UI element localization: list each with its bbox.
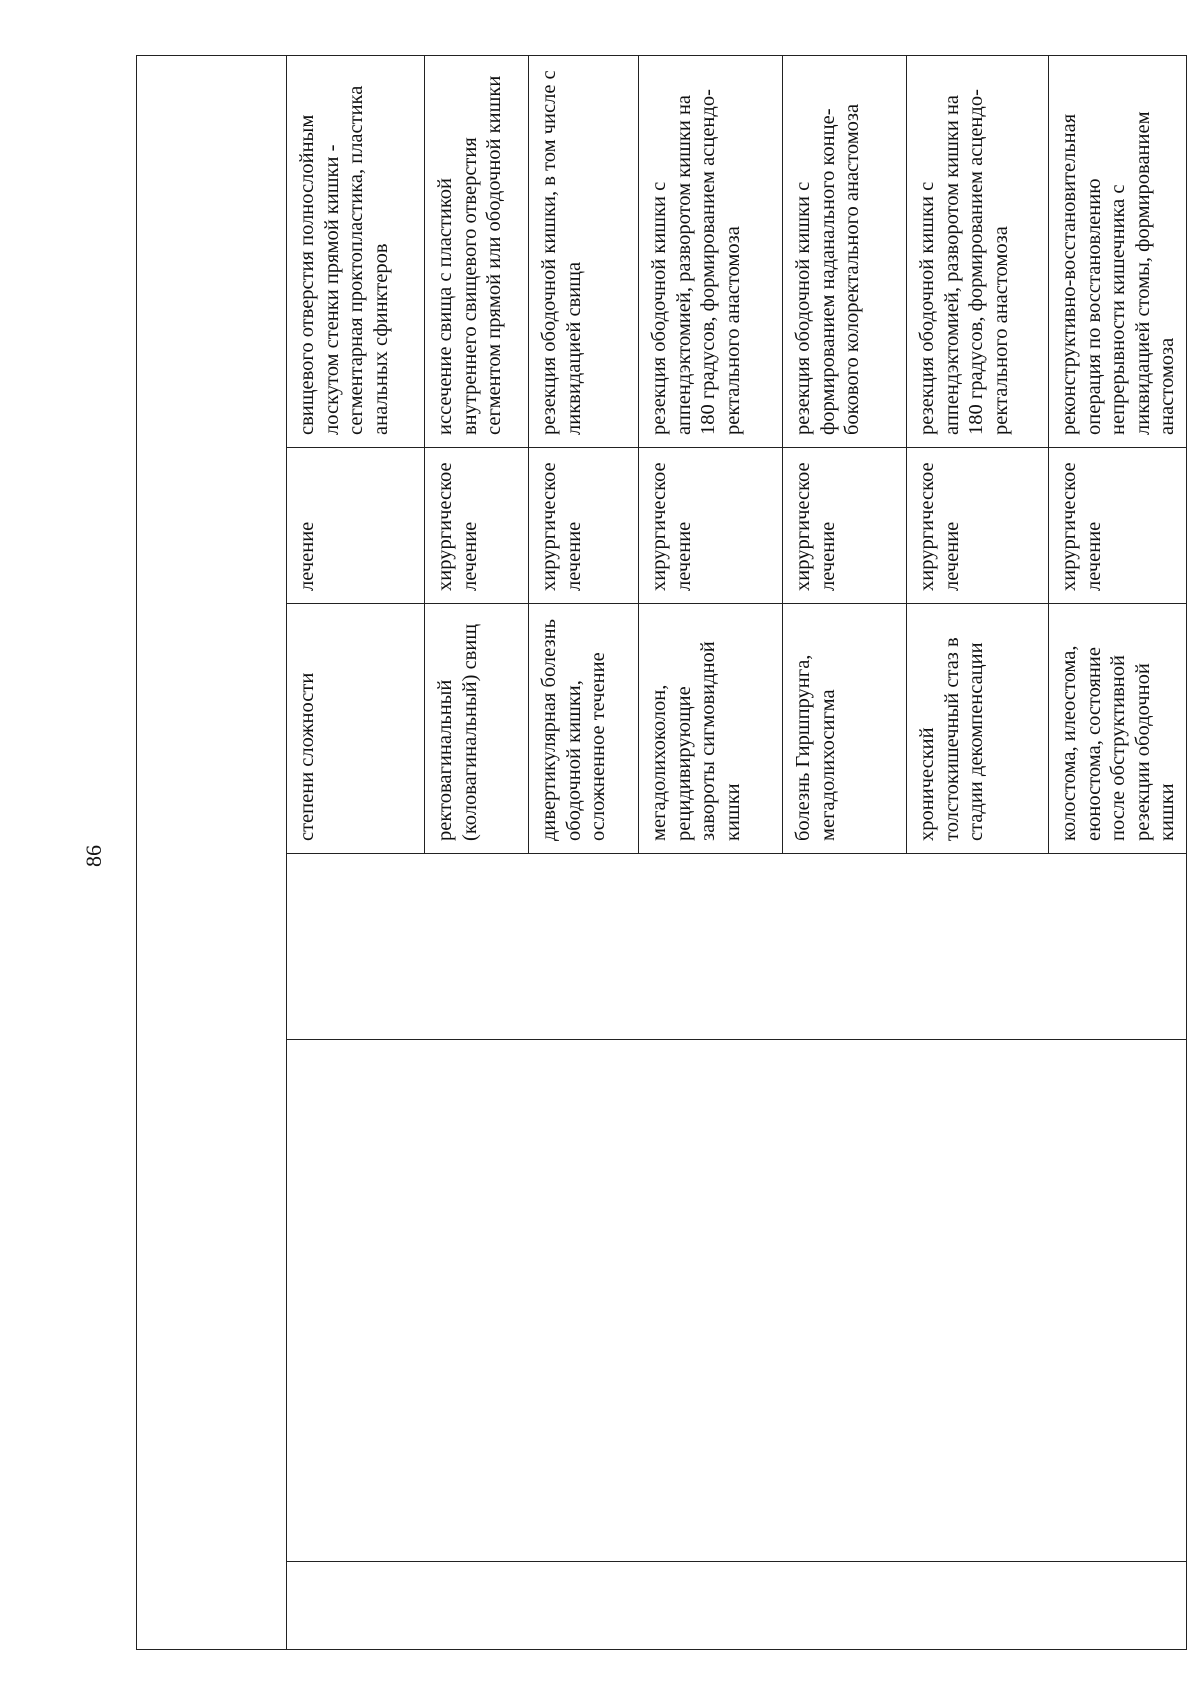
method-cell: свищевого отверстия полнослойным лоскутом стенки прямой кишки - сегментарная проктопластика, пластика анальных сфинктеров xyxy=(287,55,425,447)
disease-cell: болезнь Гиршпрунга, мегадолихосигма xyxy=(783,604,907,854)
page-number: 86 xyxy=(81,845,106,867)
table-viewport xyxy=(136,56,1179,1650)
disease-cell: ректовагинальный (коловагинальный) свищ xyxy=(425,604,529,854)
treatment-cell: хирургическое лечение xyxy=(425,448,529,604)
treatment-cell: хирургическое лечение xyxy=(639,448,783,604)
treatment-cell: хирургическое лечение xyxy=(783,448,907,604)
table-row xyxy=(287,55,425,1649)
group-cell xyxy=(287,1040,1187,1562)
procedures-table xyxy=(136,55,1187,1650)
treatment-cell: хирургическое лечение xyxy=(1049,448,1187,604)
method-cell: резекция ободочной кишки, в том числе с ликвидацией свища xyxy=(529,55,639,447)
disease-cell: дивертикулярная болезнь ободочной кишки, осложненное течение xyxy=(529,604,639,854)
treatment-cell: хирургическое лечение xyxy=(529,448,639,604)
disease-cell: степени сложности xyxy=(287,604,425,854)
treatment-cell: лечение xyxy=(287,448,425,604)
method-cell: резекция ободочной кишки с аппендэктомией, разворотом кишки на 180 градусов, формированием асцендо-ректального анастомоза xyxy=(639,55,783,447)
treatment-cell: хирургическое лечение xyxy=(907,448,1049,604)
number-cell xyxy=(287,1562,1187,1650)
table-row-header-blank xyxy=(137,55,287,1649)
disease-cell: мегадолихоколон, рецидивирующие завороты сигмовидной кишки xyxy=(639,604,783,854)
method-cell: иссечение свища с пластикой внутреннего свищевого отверстия сегментом прямой или ободочной кишки xyxy=(425,55,529,447)
rotated-table-container xyxy=(136,56,1179,1650)
method-cell: резекция ободочной кишки с формированием наданального конце-бокового колоректального анастомоза xyxy=(783,55,907,447)
method-cell: резекция ободочной кишки с аппендэктомией, разворотом кишки на 180 градусов, формированием асцендо-ректального анастомоза xyxy=(907,55,1049,447)
disease-cell: колостома, илеостома, еюностома, состояние после обструктивной резекции ободочной кишки xyxy=(1049,604,1187,854)
disease-cell: хронический толстокишечный стаз в стадии декомпенсации xyxy=(907,604,1049,854)
method-cell: реконструктивно-восстановительная операция по восстановлению непрерывности кишечника с ликвидацией стомы, формированием анастомоза xyxy=(1049,55,1187,447)
blank-cell xyxy=(137,55,287,1649)
code-cell xyxy=(287,854,1187,1040)
